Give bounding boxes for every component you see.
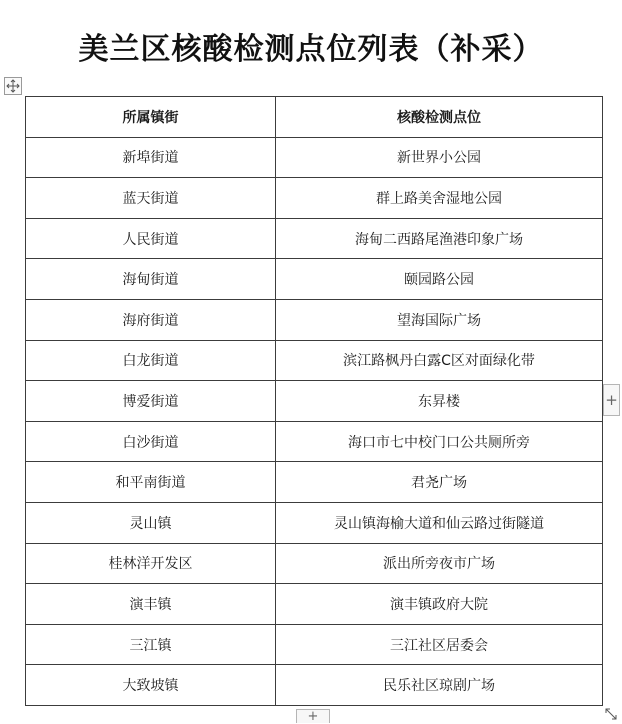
table-move-handle[interactable] — [4, 77, 22, 95]
cell-district[interactable]: 白沙街道 — [26, 421, 276, 462]
cell-district[interactable]: 三江镇 — [26, 624, 276, 665]
table-row — [26, 665, 603, 706]
cell-test-site[interactable]: 派出所旁夜市广场 — [276, 543, 603, 584]
table-row — [26, 340, 603, 381]
add-row-button[interactable]: + — [603, 384, 620, 416]
table-row — [26, 299, 603, 340]
test-sites-table — [25, 96, 603, 706]
table-row — [26, 137, 603, 178]
cell-test-site[interactable]: 滨江路枫丹白露C区对面绿化带 — [276, 340, 603, 381]
table-resize-handle[interactable] — [603, 707, 619, 721]
add-column-button[interactable]: + — [296, 709, 330, 723]
table-row — [26, 543, 603, 584]
cell-test-site[interactable]: 灵山镇海榆大道和仙云路过街隧道 — [276, 502, 603, 543]
table-row — [26, 502, 603, 543]
cell-test-site[interactable]: 新世界小公园 — [276, 137, 603, 178]
cell-district[interactable]: 和平南街道 — [26, 462, 276, 503]
cell-test-site[interactable]: 东昇楼 — [276, 381, 603, 422]
table-row — [26, 624, 603, 665]
table-row — [26, 584, 603, 625]
move-arrows-icon — [6, 79, 20, 93]
cell-test-site[interactable]: 三江社区居委会 — [276, 624, 603, 665]
cell-district[interactable]: 海府街道 — [26, 299, 276, 340]
cell-district[interactable]: 海甸街道 — [26, 259, 276, 300]
cell-district[interactable]: 桂林洋开发区 — [26, 543, 276, 584]
document-title: 美兰区核酸检测点位列表（补采） — [78, 32, 544, 67]
header-district[interactable]: 所属镇街 — [26, 97, 276, 138]
table-row — [26, 178, 603, 219]
cell-test-site[interactable]: 海口市七中校门口公共厕所旁 — [276, 421, 603, 462]
cell-district[interactable]: 大致坡镇 — [26, 665, 276, 706]
cell-test-site[interactable]: 群上路美舍湿地公园 — [276, 178, 603, 219]
cell-district[interactable]: 博爱街道 — [26, 381, 276, 422]
table-header-row — [26, 97, 603, 138]
cell-district[interactable]: 人民街道 — [26, 218, 276, 259]
cell-district[interactable]: 新埠街道 — [26, 137, 276, 178]
header-test-site[interactable]: 核酸检测点位 — [276, 97, 603, 138]
table-row — [26, 421, 603, 462]
cell-test-site[interactable]: 望海国际广场 — [276, 299, 603, 340]
cell-test-site[interactable]: 海甸二西路尾渔港印象广场 — [276, 218, 603, 259]
cell-test-site[interactable]: 民乐社区琼剧广场 — [276, 665, 603, 706]
cell-district[interactable]: 灵山镇 — [26, 502, 276, 543]
resize-diagonal-icon — [604, 708, 618, 720]
cell-district[interactable]: 白龙街道 — [26, 340, 276, 381]
table-row — [26, 381, 603, 422]
table-row — [26, 259, 603, 300]
table-row — [26, 462, 603, 503]
cell-test-site[interactable]: 演丰镇政府大院 — [276, 584, 603, 625]
cell-test-site[interactable]: 君尧广场 — [276, 462, 603, 503]
cell-district[interactable]: 演丰镇 — [26, 584, 276, 625]
table-row — [26, 218, 603, 259]
cell-test-site[interactable]: 颐园路公园 — [276, 259, 603, 300]
cell-district[interactable]: 蓝天街道 — [26, 178, 276, 219]
